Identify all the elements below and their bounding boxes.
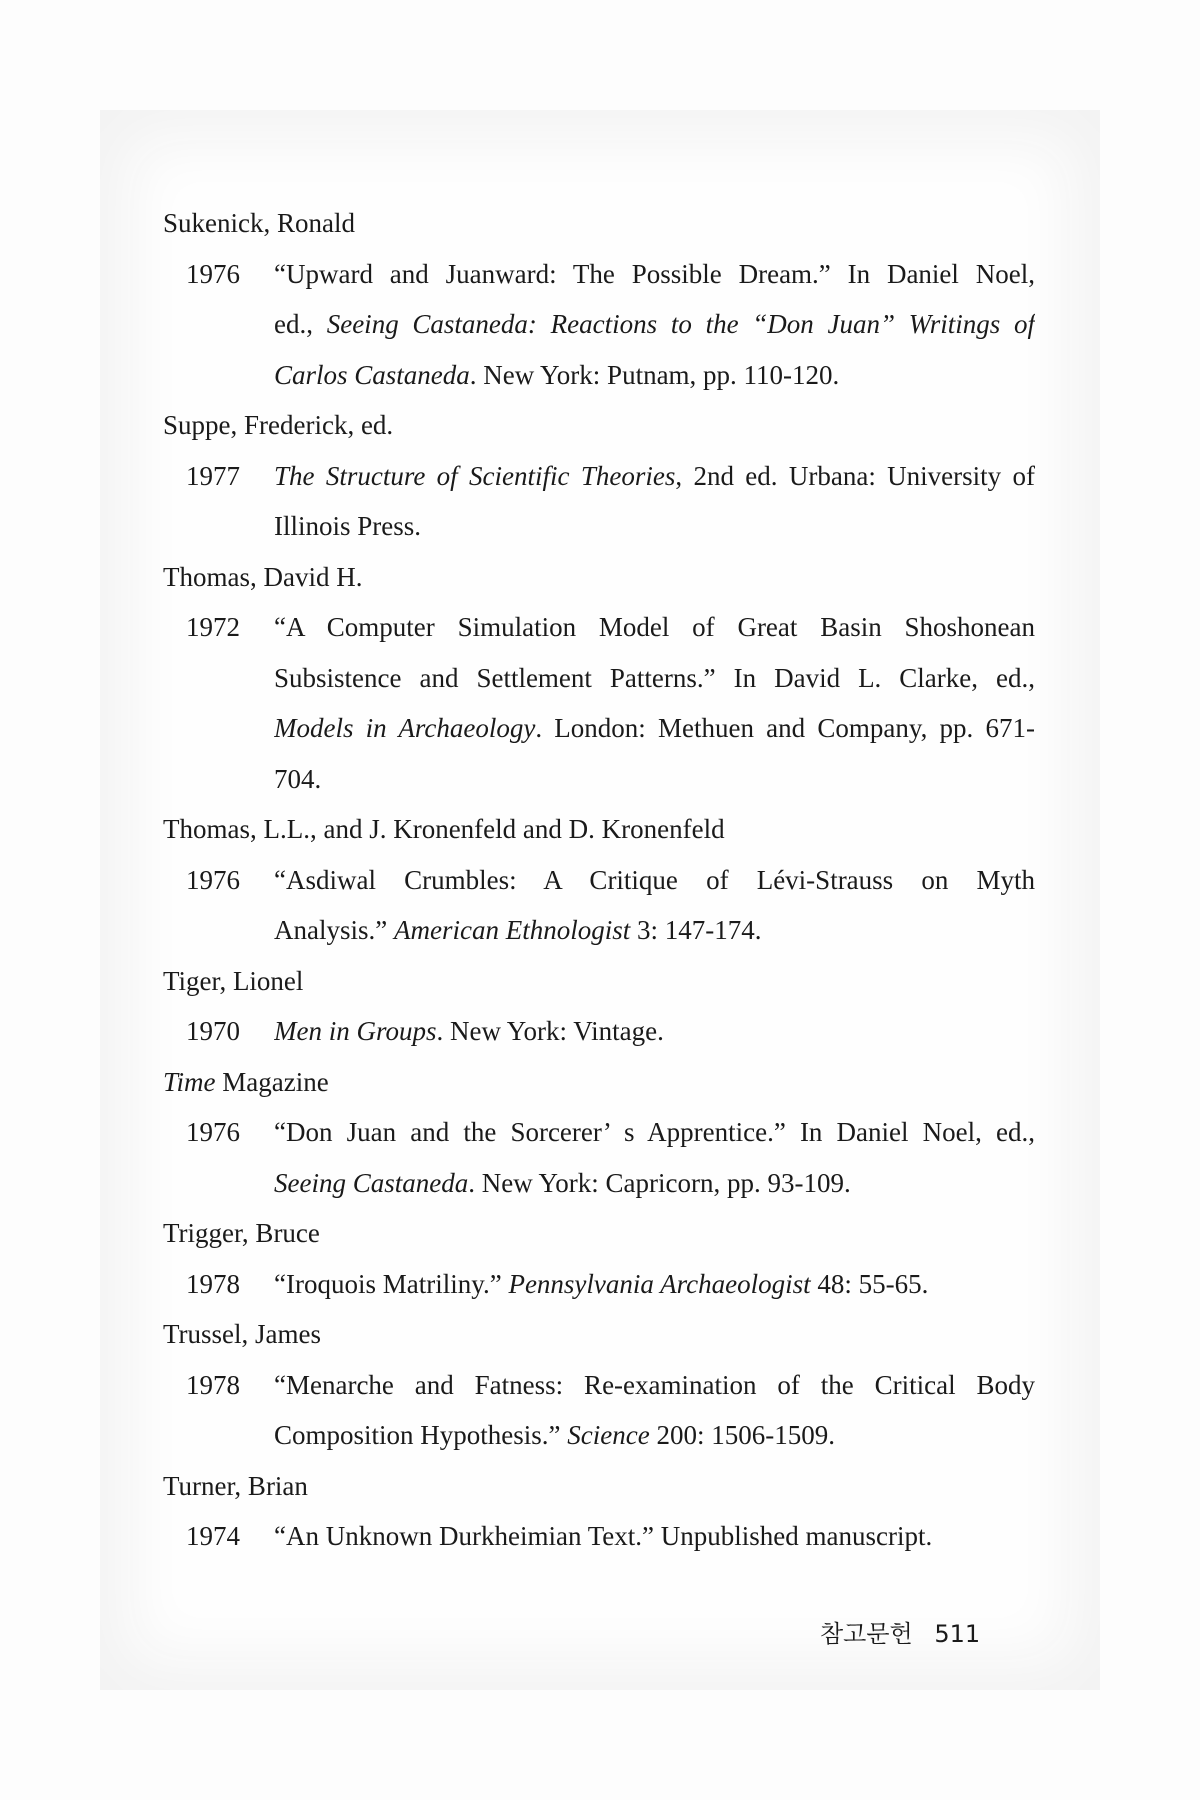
citation bbox=[163, 249, 1035, 401]
author-name bbox=[163, 804, 1035, 855]
text-segment: Trussel, James bbox=[163, 1319, 322, 1349]
publication-year: 1970 bbox=[186, 1016, 240, 1046]
publication-year: 1978 bbox=[186, 1268, 240, 1299]
citation-line bbox=[274, 1107, 1035, 1158]
citation-line bbox=[274, 299, 1035, 350]
italic-text: Science bbox=[567, 1420, 650, 1450]
text-segment: . New York: Capricorn, pp. 93-109. bbox=[468, 1167, 851, 1198]
italic-text: Models in Archaeology bbox=[274, 713, 536, 743]
text-segment: Turner, Brian bbox=[163, 1470, 308, 1501]
bibliography-entry bbox=[163, 400, 1035, 552]
text-segment: 48: 55-65. bbox=[810, 1268, 929, 1299]
citation-line bbox=[274, 653, 1035, 704]
citation-line bbox=[274, 602, 1035, 653]
page-footer bbox=[820, 1614, 980, 1649]
italic-text: The Structure of Scientific Theories bbox=[274, 460, 676, 491]
citation-text bbox=[274, 1006, 1035, 1057]
citation-line bbox=[274, 1410, 1035, 1461]
bibliography-entry bbox=[163, 198, 1035, 400]
author-name bbox=[163, 1309, 1035, 1360]
text-segment: Trigger, Bruce bbox=[163, 1218, 320, 1248]
bibliography-entry bbox=[163, 1309, 1035, 1461]
author-name bbox=[163, 1461, 1035, 1512]
bibliography-entry bbox=[163, 804, 1035, 956]
text-segment: “A Computer Simulation Model of Great Basin Shoshonean bbox=[274, 612, 1035, 642]
citation-line bbox=[274, 1511, 1035, 1562]
text-segment: Composition Hypothesis.” bbox=[274, 1420, 568, 1450]
citation bbox=[163, 1107, 1035, 1208]
author-name bbox=[163, 552, 1035, 603]
text-segment: Sukenick, Ronald bbox=[163, 208, 355, 238]
text-segment: . New York: Putnam, pp. 110-120. bbox=[469, 359, 840, 390]
citation-text bbox=[274, 855, 1035, 956]
text-segment: Subsistence and Settlement Patterns.” In David L. Clarke, ed., bbox=[274, 662, 1035, 693]
citation bbox=[163, 1360, 1035, 1461]
publication-year: 1974 bbox=[186, 1521, 240, 1551]
text-segment: Tiger, Lionel bbox=[163, 965, 304, 996]
bibliography-entry bbox=[163, 1461, 1035, 1562]
text-segment: Thomas, David H. bbox=[163, 561, 363, 592]
text-segment: “Upward and Juanward: The Possible Dream.” In Daniel Noel, bbox=[274, 258, 1035, 289]
citation-line bbox=[274, 1259, 1035, 1310]
text-segment: Illinois Press. bbox=[274, 511, 422, 541]
italic-text: Pennsylvania Archaeologist bbox=[508, 1268, 811, 1299]
citation-line bbox=[274, 451, 1035, 502]
citation-text bbox=[274, 249, 1035, 401]
citation-line bbox=[274, 1360, 1035, 1411]
citation-line bbox=[274, 1006, 1035, 1057]
text-segment: Thomas, L.L., and J. Kronenfeld and D. Kronenfeld bbox=[163, 814, 725, 844]
text-segment: Magazine bbox=[215, 1066, 329, 1097]
author-name bbox=[163, 400, 1035, 451]
text-segment: Suppe, Frederick, ed. bbox=[163, 410, 394, 440]
text-segment: Analysis.” bbox=[274, 915, 394, 945]
citation bbox=[163, 1511, 1035, 1562]
citation-text bbox=[274, 1360, 1035, 1461]
citation-text bbox=[274, 1107, 1035, 1208]
text-segment: 704. bbox=[274, 763, 322, 794]
citation bbox=[163, 602, 1035, 804]
publication-year: 1972 bbox=[186, 612, 240, 642]
bibliography-entry bbox=[163, 1057, 1035, 1209]
italic-text: Men in Groups bbox=[274, 1016, 437, 1046]
italic-text: Time bbox=[163, 1066, 216, 1097]
citation bbox=[163, 855, 1035, 956]
citation-line bbox=[274, 905, 1035, 956]
italic-text: Carlos Castaneda bbox=[274, 359, 470, 390]
text-segment: , 2nd ed. Urbana: University of bbox=[675, 460, 1035, 491]
running-footer-section: 참고문헌 bbox=[820, 1620, 913, 1648]
citation bbox=[163, 451, 1035, 552]
author-name bbox=[163, 198, 1035, 249]
author-name bbox=[163, 1208, 1035, 1259]
citation-text bbox=[274, 602, 1035, 804]
reference-list bbox=[163, 198, 1035, 1562]
text-segment: “Asdiwal Crumbles: A Critique of Lévi-Strauss on Myth bbox=[274, 864, 1035, 895]
publication-year: 1978 bbox=[186, 1369, 240, 1400]
italic-text: Seeing Castaneda bbox=[274, 1167, 469, 1198]
text-segment: “Iroquois Matriliny.” bbox=[274, 1268, 509, 1299]
text-segment: 3: 147-174. bbox=[630, 915, 762, 945]
citation-line bbox=[274, 350, 1035, 401]
citation-text bbox=[274, 1259, 1035, 1310]
publication-year: 1976 bbox=[186, 864, 240, 895]
bibliography-entry bbox=[163, 1208, 1035, 1309]
citation-line bbox=[274, 855, 1035, 906]
publication-year: 1976 bbox=[186, 1117, 240, 1147]
text-segment: “An Unknown Durkheimian Text.” Unpublished manuscript. bbox=[274, 1521, 933, 1551]
citation-text bbox=[274, 451, 1035, 552]
text-segment: . London: Methuen and Company, pp. 671- bbox=[535, 713, 1035, 743]
citation bbox=[163, 1006, 1035, 1057]
author-name bbox=[163, 956, 1035, 1007]
citation-line bbox=[274, 501, 1035, 552]
citation bbox=[163, 1259, 1035, 1310]
citation-line bbox=[274, 249, 1035, 300]
author-name bbox=[163, 1057, 1035, 1108]
italic-text: Seeing Castaneda: Reactions to the “Don Juan” Writings of bbox=[326, 309, 1035, 339]
citation-line bbox=[274, 754, 1035, 805]
publication-year: 1977 bbox=[186, 460, 240, 491]
text-segment: ed., bbox=[274, 309, 327, 339]
text-segment: “Menarche and Fatness: Re-examination of the Critical Body bbox=[274, 1369, 1035, 1400]
publication-year: 1976 bbox=[186, 258, 240, 289]
citation-line bbox=[274, 703, 1035, 754]
page-number: 511 bbox=[934, 1620, 981, 1648]
citation-text bbox=[274, 1511, 1035, 1562]
text-segment: 200: 1506-1509. bbox=[649, 1420, 835, 1450]
text-segment: . New York: Vintage. bbox=[436, 1016, 664, 1046]
bibliography-entry bbox=[163, 956, 1035, 1057]
text-segment: “Don Juan and the Sorcerer’ s Apprentice.” In Daniel Noel, ed., bbox=[274, 1117, 1035, 1147]
italic-text: American Ethnologist bbox=[393, 915, 631, 945]
citation-line bbox=[274, 1158, 1035, 1209]
bibliography-entry bbox=[163, 552, 1035, 805]
